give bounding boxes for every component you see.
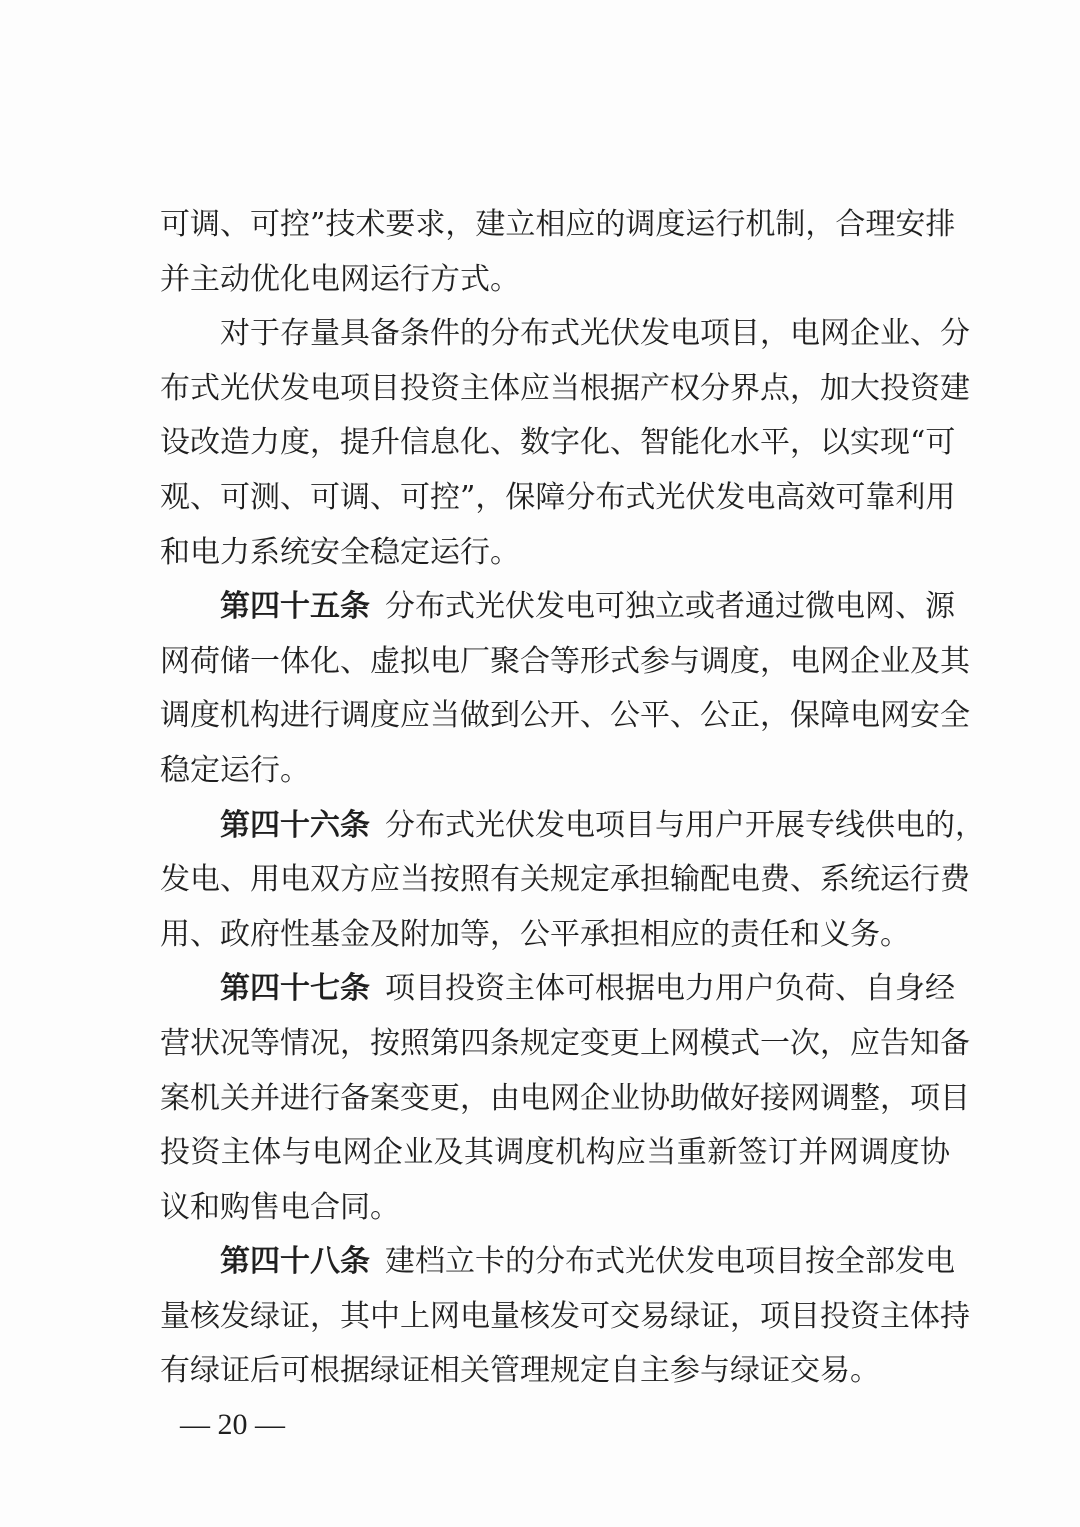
text-line: 营状况等情况，按照第四条规定变更上网模式一次，应告知备 [160, 1025, 970, 1061]
text-line: 用、政府性基金及附加等，公平承担相应的责任和义务。 [160, 916, 910, 952]
text-line: 观、可测、可调、可控”，保障分布式光伏发电高效可靠利用 [160, 479, 956, 515]
text-line: 案机关并进行备案变更，由电网企业协助做好接网调整，项目 [160, 1080, 970, 1116]
text-line: 可调、可控”技术要求，建立相应的调度运行机制，合理安排 [160, 207, 956, 242]
text-line: 网荷储一体化、虚拟电厂聚合等形式参与调度，电网企业及其 [160, 643, 970, 679]
article-46-first-line [160, 799, 985, 854]
article-heading: 第四十七条 [220, 971, 370, 1007]
paragraph-first-line: 对于存量具备条件的分布式光伏发电项目，电网企业、分 [220, 316, 970, 352]
text-line: 和电力系统安全稳定运行。 [160, 534, 520, 570]
text-line: 布式光伏发电项目投资主体应当根据产权分界点，加大投资建 [160, 370, 970, 406]
text-line: 有绿证后可根据绿证相关管理规定自主参与绿证交易。 [160, 1353, 880, 1389]
text-line: 并主动优化电网运行方式。 [160, 261, 520, 297]
text-line: 发电、用电双方应当按照有关规定承担输配电费、系统运行费 [160, 862, 970, 898]
article-heading: 第四十五条 [220, 589, 370, 625]
text-line: 投资主体与电网企业及其调度机构应当重新签订并网调度协 [160, 1135, 950, 1171]
body-text [160, 198, 985, 1399]
article-48-first-line [160, 1235, 955, 1290]
article-47-first-line [160, 962, 955, 1017]
article-45-first-line [160, 580, 955, 635]
article-heading: 第四十八条 [220, 1244, 370, 1280]
article-text: 分布式光伏发电可独立或者通过微电网、源 [385, 589, 955, 625]
article-heading: 第四十六条 [220, 807, 370, 843]
text-line: 量核发绿证，其中上网电量核发可交易绿证，项目投资主体持 [160, 1298, 970, 1334]
article-text: 建档立卡的分布式光伏发电项目按全部发电 [385, 1244, 955, 1280]
page-number: — 20 — [180, 1408, 285, 1441]
text-line: 调度机构进行调度应当做到公开、公平、公正，保障电网安全 [160, 698, 970, 734]
text-line: 设改造力度，提升信息化、数字化、智能化水平，以实现“可 [160, 425, 956, 461]
article-text: 项目投资主体可根据电力用户负荷、自身经 [385, 971, 955, 1007]
text-line: 议和购售电合同。 [160, 1189, 400, 1225]
article-text: 分布式光伏发电项目与用户开展专线供电的， [385, 807, 985, 843]
text-line: 稳定运行。 [160, 752, 310, 788]
